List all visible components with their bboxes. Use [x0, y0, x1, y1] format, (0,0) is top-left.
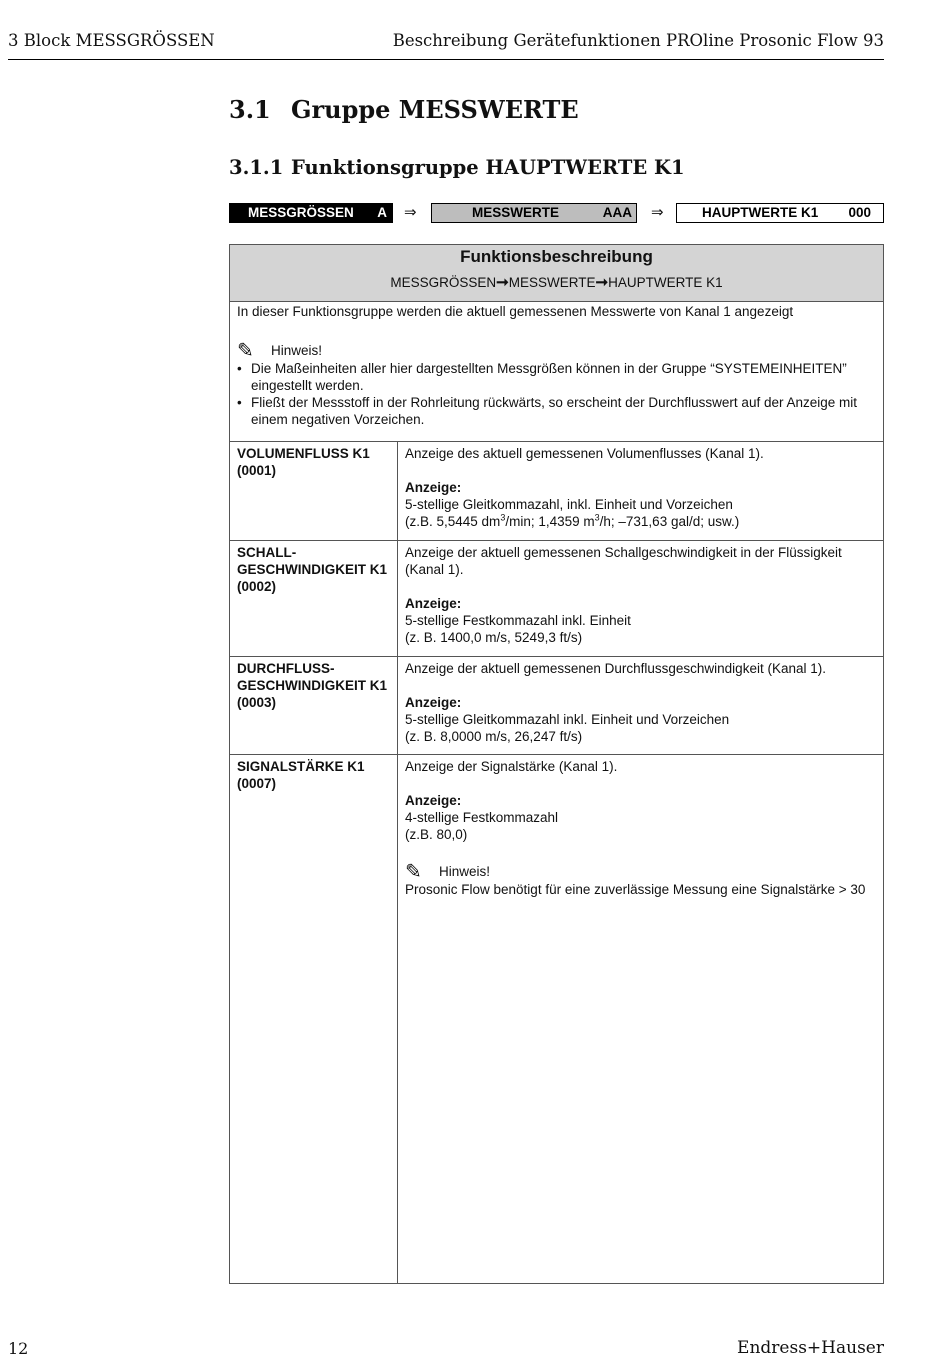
display-example: (z. B. 8,0000 m/s, 26,247 ft/s) — [405, 729, 583, 744]
note-text: Prosonic Flow benötigt für eine zuverlässige Messung eine Signalstärke > 30 — [405, 882, 866, 897]
subsection-number: 3.1.1 — [229, 156, 284, 179]
display-text: 5-stellige Festkommazahl inkl. Einheit — [405, 613, 631, 628]
superscript: 3 — [594, 512, 600, 523]
nav-group-label: MESSWERTE — [472, 205, 560, 220]
nav-arrow-icon: ⇒ — [651, 204, 664, 221]
table-title: Funktionsbeschreibung — [460, 247, 653, 266]
section-heading — [229, 95, 579, 124]
note-item: • Fließt der Messstoff in der Rohrleitung rückwärts, so erscheint der Durchflusswert auf der Anzeige mit einem negativen Vorzeichen. — [237, 394, 873, 428]
header-document-title: Beschreibung Gerätefunktionen PROline Prosonic Flow 93 — [392, 31, 884, 50]
function-name: GESCHWINDIGKEIT K1 — [237, 562, 388, 577]
display-label: Anzeige: — [405, 480, 462, 495]
function-name: VOLUMENFLUSS K1 — [237, 446, 370, 461]
display-text: 5-stellige Gleitkommazahl, inkl. Einheit und Vorzeichen — [405, 497, 733, 512]
path-item: HAUPTWERTE K1 — [608, 275, 723, 290]
table-intro — [237, 303, 873, 428]
table-row — [230, 441, 883, 540]
brand-logo: Endress+Hauser — [737, 1338, 884, 1358]
function-table — [229, 244, 884, 1284]
table-header — [230, 245, 883, 302]
function-name: SIGNALSTÄRKE K1 — [237, 759, 365, 774]
function-label — [237, 660, 392, 711]
function-label — [237, 544, 392, 595]
function-label — [237, 445, 392, 479]
display-text: 4-stellige Festkommazahl — [405, 810, 559, 825]
subsection-heading — [229, 156, 685, 179]
section-number: 3.1 — [229, 95, 271, 124]
path-item: MESSWERTE — [508, 275, 596, 290]
page-number: 12 — [8, 1339, 29, 1358]
table-row — [230, 754, 883, 1283]
function-description — [405, 544, 875, 646]
display-example — [405, 513, 875, 530]
note-heading — [405, 863, 875, 881]
note-item: • Die Maßeinheiten aller hier dargestellten Messgrößen können in der Gruppe “SYSTEMEINHEITEN” eingestellt werden. — [237, 360, 873, 394]
display-example: (z.B. 80,0) — [405, 827, 468, 842]
nav-block-label: MESSGRÖSSEN — [248, 205, 354, 220]
function-label — [237, 758, 392, 792]
display-text: 5-stellige Gleitkommazahl inkl. Einheit und Vorzeichen — [405, 712, 730, 727]
page-header — [8, 31, 884, 55]
intro-text: In dieser Funktionsgruppe werden die aktuell gemessenen Messwerte von Kanal 1 angezeigt — [237, 304, 794, 319]
function-name: GESCHWINDIGKEIT K1 — [237, 678, 388, 693]
nav-arrow-icon: ⇒ — [404, 204, 417, 221]
nav-function-group-label: HAUPTWERTE K1 — [702, 205, 819, 220]
display-label: Anzeige: — [405, 596, 462, 611]
function-description — [405, 445, 875, 530]
example-part: (z.B. 5,5445 dm — [405, 514, 501, 529]
nav-function-group-code: 000 — [848, 205, 871, 220]
description-text: Anzeige der aktuell gemessenen Durchflussgeschwindigkeit (Kanal 1). — [405, 661, 826, 676]
nav-block-code: A — [377, 205, 387, 220]
example-part: /h; –731,63 gal/d; usw.) — [599, 514, 740, 529]
path-item: MESSGRÖSSEN — [390, 275, 497, 290]
nav-group-box — [431, 203, 637, 223]
function-code: (0001) — [237, 463, 277, 478]
display-label: Anzeige: — [405, 793, 462, 808]
note-heading — [237, 342, 873, 360]
header-rule — [8, 59, 884, 60]
superscript: 3 — [500, 512, 506, 523]
note-label: Hinweis! — [271, 343, 323, 358]
function-description — [405, 660, 875, 745]
note-label: Hinweis! — [439, 864, 491, 879]
nav-function-group-box — [676, 203, 884, 223]
pencil-icon: ✎ — [405, 861, 422, 883]
table-row — [230, 656, 883, 754]
display-example: (z. B. 1400,0 m/s, 5249,3 ft/s) — [405, 630, 583, 645]
table-row — [230, 540, 883, 656]
description-text: Anzeige der aktuell gemessenen Schallgeschwindigkeit in der Flüssigkeit (Kanal 1). — [405, 545, 842, 577]
arrow-right-icon: ➞ — [496, 274, 509, 291]
function-name: SCHALL- — [237, 545, 297, 560]
function-code: (0003) — [237, 695, 277, 710]
pencil-icon: ✎ — [237, 340, 254, 362]
subsection-title: Funktionsgruppe HAUPTWERTE K1 — [291, 156, 685, 179]
display-label: Anzeige: — [405, 695, 462, 710]
header-chapter: 3 Block MESSGRÖSSEN — [8, 31, 215, 50]
table-path — [230, 273, 883, 291]
example-part: /min; 1,4359 m — [505, 514, 595, 529]
function-code: (0002) — [237, 579, 277, 594]
function-description — [405, 758, 875, 898]
description-text: Anzeige der Signalstärke (Kanal 1). — [405, 759, 618, 774]
note-list — [237, 360, 873, 428]
function-code: (0007) — [237, 776, 277, 791]
description-text: Anzeige des aktuell gemessenen Volumenflusses (Kanal 1). — [405, 446, 764, 461]
section-title: Gruppe MESSWERTE — [291, 95, 579, 124]
nav-group-code: AAA — [602, 205, 632, 220]
arrow-right-icon: ➞ — [595, 274, 609, 291]
nav-block-box — [229, 203, 393, 223]
function-name: DURCHFLUSS- — [237, 661, 335, 676]
